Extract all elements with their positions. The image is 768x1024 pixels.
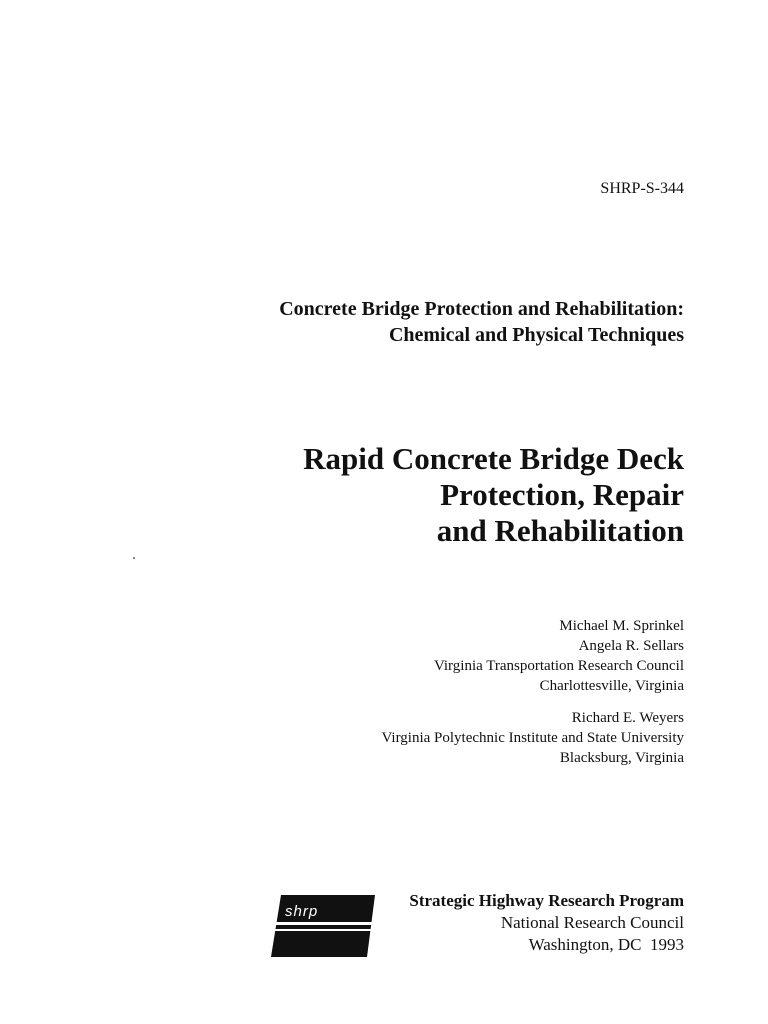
shrp-logo (271, 895, 375, 957)
stray-mark (133, 557, 135, 559)
council-name: National Research Council (500, 913, 684, 932)
author-name-2: Angela R. Sellars (578, 638, 684, 654)
author-name-1: Michael M. Sprinkel (559, 618, 684, 634)
main-title (303, 441, 684, 549)
report-number: SHRP-S-344 (600, 180, 684, 197)
series-title (279, 296, 684, 348)
main-title-line3: and Rehabilitation (436, 513, 684, 548)
author-location-2: Blacksburg, Virginia (559, 750, 684, 766)
author-group-2 (381, 708, 684, 768)
main-title-line2: Protection, Repair (440, 477, 684, 512)
author-organization-2: Virginia Polytechnic Institute and State University (381, 730, 684, 746)
place-year: Washington, DC 1993 (528, 935, 684, 954)
author-group-1 (434, 616, 684, 696)
series-title-line2: Chemical and Physical Techniques (388, 324, 684, 346)
series-title-line1: Concrete Bridge Protection and Rehabilitation: (279, 298, 684, 320)
author-organization-1: Virginia Transportation Research Council (433, 658, 684, 674)
author-name-3: Richard E. Weyers (571, 710, 684, 726)
main-title-line1: Rapid Concrete Bridge Deck (303, 441, 684, 476)
program-name: Strategic Highway Research Program (409, 891, 684, 910)
author-location-1: Charlottesville, Virginia (539, 678, 684, 694)
publisher-block (409, 890, 684, 956)
logo-text: shrp (285, 903, 319, 920)
